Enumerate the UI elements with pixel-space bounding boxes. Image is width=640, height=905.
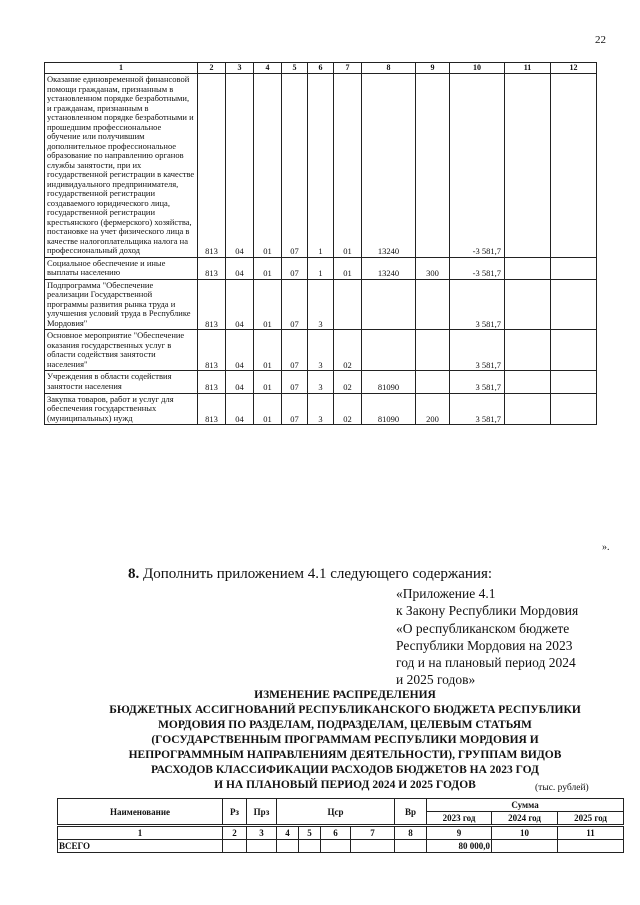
col-number: 6	[321, 826, 351, 840]
row-cell-c8	[362, 330, 416, 371]
table-row	[45, 257, 597, 279]
appendix-line: Республики Мордовия на 2023	[396, 637, 573, 653]
row-cell-c8: 81090	[362, 371, 416, 393]
row-cell-c5: 07	[282, 257, 308, 279]
col-header: 1	[45, 63, 198, 74]
row-cell-c9	[416, 371, 450, 393]
col-header: 8	[362, 63, 416, 74]
row-cell-c8: 81090	[362, 393, 416, 425]
row-cell-c11	[505, 74, 551, 258]
col-header: 2	[198, 63, 226, 74]
row-cell-c12	[551, 279, 597, 330]
header-name: Наименование	[58, 799, 223, 826]
row-cell-c12	[551, 393, 597, 425]
col-number: 9	[427, 826, 492, 840]
page-number: 22	[595, 34, 606, 46]
row-cell-c12	[551, 371, 597, 393]
table-header-row	[58, 799, 624, 812]
col-header: 3	[226, 63, 254, 74]
total-2024	[492, 840, 558, 853]
row-cell-c3: 04	[226, 371, 254, 393]
row-cell-c9: 300	[416, 257, 450, 279]
heading-line: МОРДОВИЯ ПО РАЗДЕЛАМ, ПОДРАЗДЕЛАМ, ЦЕЛЕВЫМ СТАТЬЯМ	[158, 718, 532, 731]
total-2023: 80 000,0	[427, 840, 492, 853]
row-cell-c4: 01	[254, 74, 282, 258]
row-cell-c5: 07	[282, 74, 308, 258]
row-cell-c6: 3	[308, 330, 334, 371]
heading-line: И НА ПЛАНОВЫЙ ПЕРИОД 2024 И 2025 ГОДОВ	[214, 778, 476, 791]
col-number: 11	[558, 826, 624, 840]
row-cell-c9: 200	[416, 393, 450, 425]
header-prz: Прз	[247, 799, 277, 826]
col-header: 5	[282, 63, 308, 74]
row-cell-c10: 3 581,7	[450, 330, 505, 371]
row-cell-c7: 01	[334, 74, 362, 258]
appendix-line: «Приложение 4.1	[396, 586, 496, 601]
col-number: 1	[58, 826, 223, 840]
row-cell-c6: 1	[308, 74, 334, 258]
row-cell-c11	[505, 393, 551, 425]
col-number: 8	[395, 826, 427, 840]
header-vr: Вр	[395, 799, 427, 826]
col-header: 7	[334, 63, 362, 74]
total-label: ВСЕГО	[58, 840, 223, 853]
row-cell-c6: 1	[308, 257, 334, 279]
row-cell-c5: 07	[282, 279, 308, 330]
row-cell-c2: 813	[198, 279, 226, 330]
row-cell-c10: -3 581,7	[450, 74, 505, 258]
row-cell-c10: 3 581,7	[450, 371, 505, 393]
col-header: 6	[308, 63, 334, 74]
row-cell-c2: 813	[198, 393, 226, 425]
heading-line: ИЗМЕНЕНИЕ РАСПРЕДЕЛЕНИЯ	[254, 689, 436, 701]
item-text: Дополнить приложением 4.1 следующего содержания:	[139, 566, 493, 582]
row-cell-c11	[505, 279, 551, 330]
row-cell-c2: 813	[198, 371, 226, 393]
row-cell-c5: 07	[282, 393, 308, 425]
item-number: 8.	[128, 566, 140, 582]
row-cell-c8: 13240	[362, 257, 416, 279]
row-cell-c4: 01	[254, 257, 282, 279]
row-cell-c7: 02	[334, 393, 362, 425]
heading-line: НЕПРОГРАММНЫМ НАПРАВЛЕНИЯМ ДЕЯТЕЛЬНОСТИ), ГРУППАМ ВИДОВ	[128, 748, 562, 761]
row-cell-c4: 01	[254, 330, 282, 371]
row-name: Социальное обеспечение и иные выплаты населению	[45, 257, 198, 279]
row-name: Подпрограмма "Обеспечение реализации Государственной программы развития рынка труда и улучшения условий труда в Республике Мордовия"	[45, 279, 198, 330]
col-number: 3	[247, 826, 277, 840]
row-cell-c3: 04	[226, 257, 254, 279]
appendix-line: к Закону Республики Мордовия	[396, 603, 579, 619]
row-cell-c2: 813	[198, 257, 226, 279]
row-cell-c11	[505, 257, 551, 279]
row-cell-c10: 3 581,7	[450, 279, 505, 330]
heading-line: РАСХОДОВ КЛАССИФИКАЦИИ РАСХОДОВ БЮДЖЕТОВ НА 2023 ГОД	[151, 763, 539, 776]
row-cell-c2: 813	[198, 74, 226, 258]
heading-line: (ГОСУДАРСТВЕННЫМ ПРОГРАММАМ РЕСПУБЛИКИ МОРДОВИЯ И	[151, 733, 539, 746]
appendix-line: «О республиканском бюджете	[396, 620, 570, 636]
header-csr: Цср	[277, 799, 395, 826]
col-header: 4	[254, 63, 282, 74]
row-cell-c8: 13240	[362, 74, 416, 258]
row-cell-c6: 3	[308, 371, 334, 393]
table-row	[45, 371, 597, 393]
row-name: Основное мероприятие "Обеспечение оказания государственных услуг в области содействия занятости населения"	[45, 330, 198, 371]
heading-line: БЮДЖЕТНЫХ АССИГНОВАНИЙ РЕСПУБЛИКАНСКОГО БЮДЖЕТА РЕСПУБЛИКИ	[109, 703, 581, 716]
col-header: 11	[505, 63, 551, 74]
appendix-line: год и на плановый период 2024	[396, 655, 576, 671]
closing-quote: ».	[602, 542, 610, 553]
row-name: Оказание единовременной финансовой помощи гражданам, признанным в установленном порядке безработными, и гражданам, признанным в установленном порядке безработными и прошедшим профессиональное обучение или получившим дополнительное профессиональное образование по направлению органов службы занятости, при их государственной регистрации в качестве индивидуального предпринимателя, государственной регистрации создаваемого юридического лица, государственной регистрации крестьянского (фермерского) хозяйства, постановке на учет физического лица в качестве налогоплательщика налога на профессиональный доход	[45, 74, 198, 258]
total-row	[58, 840, 624, 853]
budget-table-continuation	[44, 62, 597, 425]
col-header: 10	[450, 63, 505, 74]
col-header: 9	[416, 63, 450, 74]
row-cell-c3: 04	[226, 279, 254, 330]
row-cell-c6: 3	[308, 393, 334, 425]
header-2025: 2025 год	[558, 812, 624, 826]
row-cell-c12	[551, 74, 597, 258]
unit-label: (тыс. рублей)	[535, 783, 589, 793]
row-cell-c12	[551, 257, 597, 279]
row-cell-c4: 01	[254, 393, 282, 425]
row-cell-c10: -3 581,7	[450, 257, 505, 279]
col-number: 7	[351, 826, 395, 840]
header-rz: Рз	[223, 799, 247, 826]
budget-table-new	[57, 798, 624, 853]
row-cell-c11	[505, 330, 551, 371]
row-cell-c5: 07	[282, 371, 308, 393]
table-row	[45, 393, 597, 425]
row-cell-c9	[416, 330, 450, 371]
row-cell-c5: 07	[282, 330, 308, 371]
row-cell-c4: 01	[254, 279, 282, 330]
row-cell-c6: 3	[308, 279, 334, 330]
total-2025	[558, 840, 624, 853]
row-cell-c3: 04	[226, 330, 254, 371]
row-cell-c7: 02	[334, 371, 362, 393]
appendix-line: и 2025 годов»	[396, 672, 476, 688]
row-cell-c8	[362, 279, 416, 330]
table-header-row	[45, 63, 597, 74]
item-8	[128, 566, 492, 583]
col-number: 5	[299, 826, 321, 840]
row-cell-c12	[551, 330, 597, 371]
table-row	[45, 74, 597, 258]
col-number: 4	[277, 826, 299, 840]
header-sum: Сумма	[427, 799, 624, 812]
header-2024: 2024 год	[492, 812, 558, 826]
row-cell-c9	[416, 74, 450, 258]
row-name: Закупка товаров, работ и услуг для обеспечения государственных (муниципальных) нужд	[45, 393, 198, 425]
row-cell-c3: 04	[226, 393, 254, 425]
row-cell-c7: 02	[334, 330, 362, 371]
table-row	[45, 279, 597, 330]
row-cell-c11	[505, 371, 551, 393]
col-number: 10	[492, 826, 558, 840]
row-cell-c3: 04	[226, 74, 254, 258]
appendix-reference	[396, 585, 611, 689]
row-cell-c4: 01	[254, 371, 282, 393]
row-cell-c2: 813	[198, 330, 226, 371]
row-cell-c9	[416, 279, 450, 330]
table-row	[45, 330, 597, 371]
row-cell-c7	[334, 279, 362, 330]
document-heading	[80, 688, 610, 793]
column-number-row	[58, 826, 624, 840]
row-name: Учреждения в области содействия занятости населения	[45, 371, 198, 393]
col-header: 12	[551, 63, 597, 74]
row-cell-c7: 01	[334, 257, 362, 279]
row-cell-c10: 3 581,7	[450, 393, 505, 425]
header-2023: 2023 год	[427, 812, 492, 826]
col-number: 2	[223, 826, 247, 840]
